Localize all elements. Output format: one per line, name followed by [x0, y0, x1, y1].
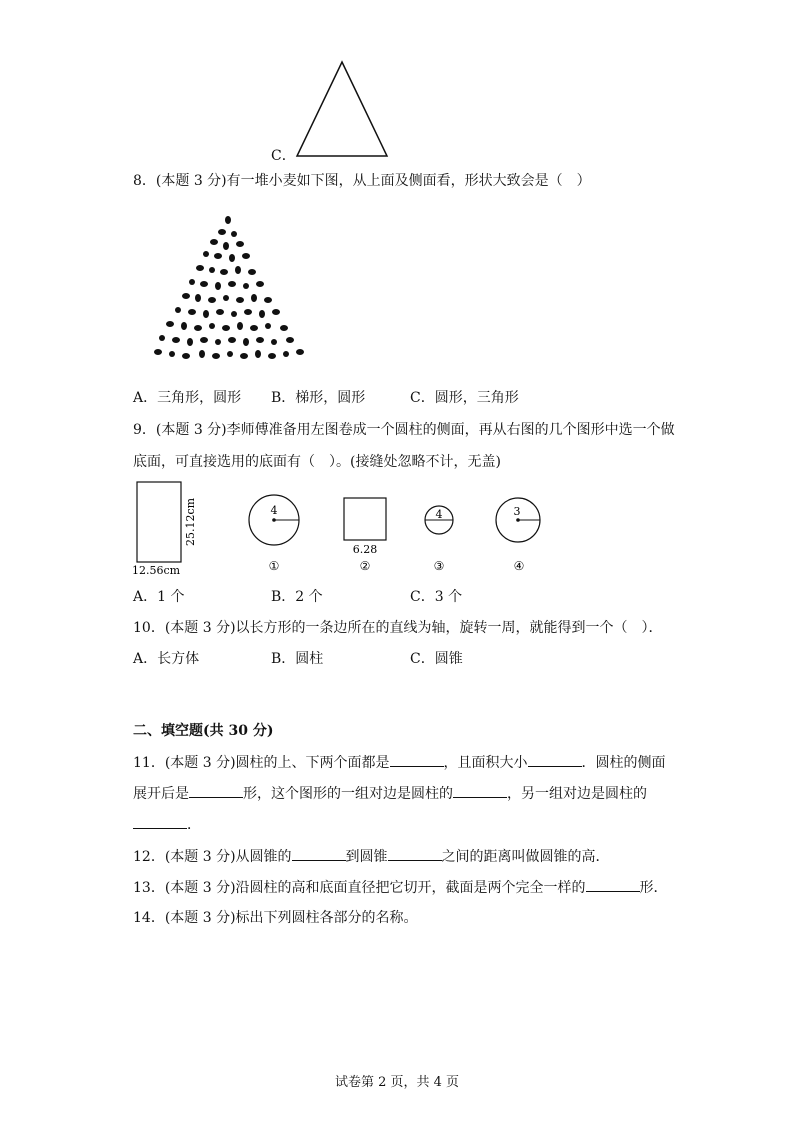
q12-line	[133, 846, 610, 867]
q12-blank-1[interactable]	[292, 846, 346, 861]
q12-text-3: 之间的距离叫做圆锥的高．	[441, 849, 610, 865]
q11-text-5: 形，这个图形的一组对边是圆柱的	[243, 786, 453, 802]
q12-blank-2[interactable]	[388, 846, 442, 861]
q11-line-1	[133, 752, 666, 773]
q10-option-c: C．圆锥	[410, 651, 463, 667]
q12-text-2: 到圆锥	[345, 849, 388, 865]
section-2-title: 二、填空题(共 30 分)	[133, 723, 274, 739]
circle-3-radius-label: 4	[435, 508, 443, 521]
q11-text-7: ．	[187, 817, 201, 833]
wheat-grains	[154, 216, 304, 359]
q9-figures	[128, 476, 548, 581]
q11-blank-2[interactable]	[528, 752, 582, 767]
q9-rectangle	[137, 482, 181, 562]
q9-stem-line2: 底面，可直接选用的底面有（ ）。(接缝处忽略不计，无盖)	[133, 454, 501, 470]
page-footer: 试卷第 2 页，共 4 页	[334, 1075, 460, 1090]
q11-text-3: ．圆柱的侧面	[581, 755, 666, 771]
triangle-shape	[297, 62, 387, 156]
q14-stem: 14．(本题 3 分)标出下列圆柱各部分的名称。	[133, 910, 418, 926]
q11-blank-5[interactable]	[133, 814, 187, 829]
q13-blank-1[interactable]	[586, 877, 640, 892]
q7-option-c-label: C．	[271, 148, 296, 164]
q11-line-2	[133, 783, 647, 804]
rect-width-label: 12.56cm	[132, 564, 181, 577]
rect-height-label: 25.12cm	[184, 497, 197, 547]
circle-4-radius-label: 3	[513, 505, 521, 518]
q10-option-a: A．长方体	[133, 651, 200, 667]
q11-blank-1[interactable]	[390, 752, 444, 767]
q11-blank-4[interactable]	[453, 783, 507, 798]
q7-triangle-figure	[290, 58, 394, 162]
q8-option-a: A．三角形，圆形	[133, 390, 242, 406]
shape-number-3: ③	[433, 559, 445, 573]
q11-text-2: ，且面积大小	[443, 755, 528, 771]
q9-option-c: C．3 个	[410, 589, 463, 605]
circle-1-radius-label: 4	[270, 504, 278, 517]
q11-blank-3[interactable]	[189, 783, 243, 798]
q9-option-b: B．2 个	[271, 589, 323, 605]
q12-text-1: 12．(本题 3 分)从圆锥的	[133, 849, 292, 865]
q13-text-1: 13．(本题 3 分)沿圆柱的高和底面直径把它切开，截面是两个完全一样的	[133, 880, 586, 896]
wheat-pile-figure	[146, 210, 316, 370]
q8-option-b: B．梯形，圆形	[271, 390, 366, 406]
q10-stem: 10．(本题 3 分)以长方形的一条边所在的直线为轴，旋转一周，就能得到一个（ ）．	[133, 620, 663, 636]
shape-number-2: ②	[359, 559, 371, 573]
q11-text-1: 11．(本题 3 分)圆柱的上、下两个面都是	[133, 755, 390, 771]
q11-text-4: 展开后是	[133, 786, 189, 802]
q13-line	[133, 877, 668, 898]
q8-stem: 8．(本题 3 分)有一堆小麦如下图，从上面及侧面看，形状大致会是（ ）	[133, 173, 591, 189]
square-side-label: 6.28	[352, 543, 378, 556]
q10-option-b: B．圆柱	[271, 651, 324, 667]
shape-number-1: ①	[268, 559, 280, 573]
q9-option-a: A．1 个	[133, 589, 185, 605]
q9-square	[344, 498, 386, 540]
q8-option-c: C．圆形，三角形	[410, 390, 519, 406]
shape-number-4: ④	[513, 559, 525, 573]
q9-stem-line1: 9．(本题 3 分)李师傅准备用左图卷成一个圆柱的侧面，再从右图的几个图形中选一个做	[133, 422, 675, 438]
q11-line-3	[133, 814, 201, 835]
q11-text-6: ，另一组对边是圆柱的	[507, 786, 647, 802]
q13-text-2: 形．	[639, 880, 668, 896]
